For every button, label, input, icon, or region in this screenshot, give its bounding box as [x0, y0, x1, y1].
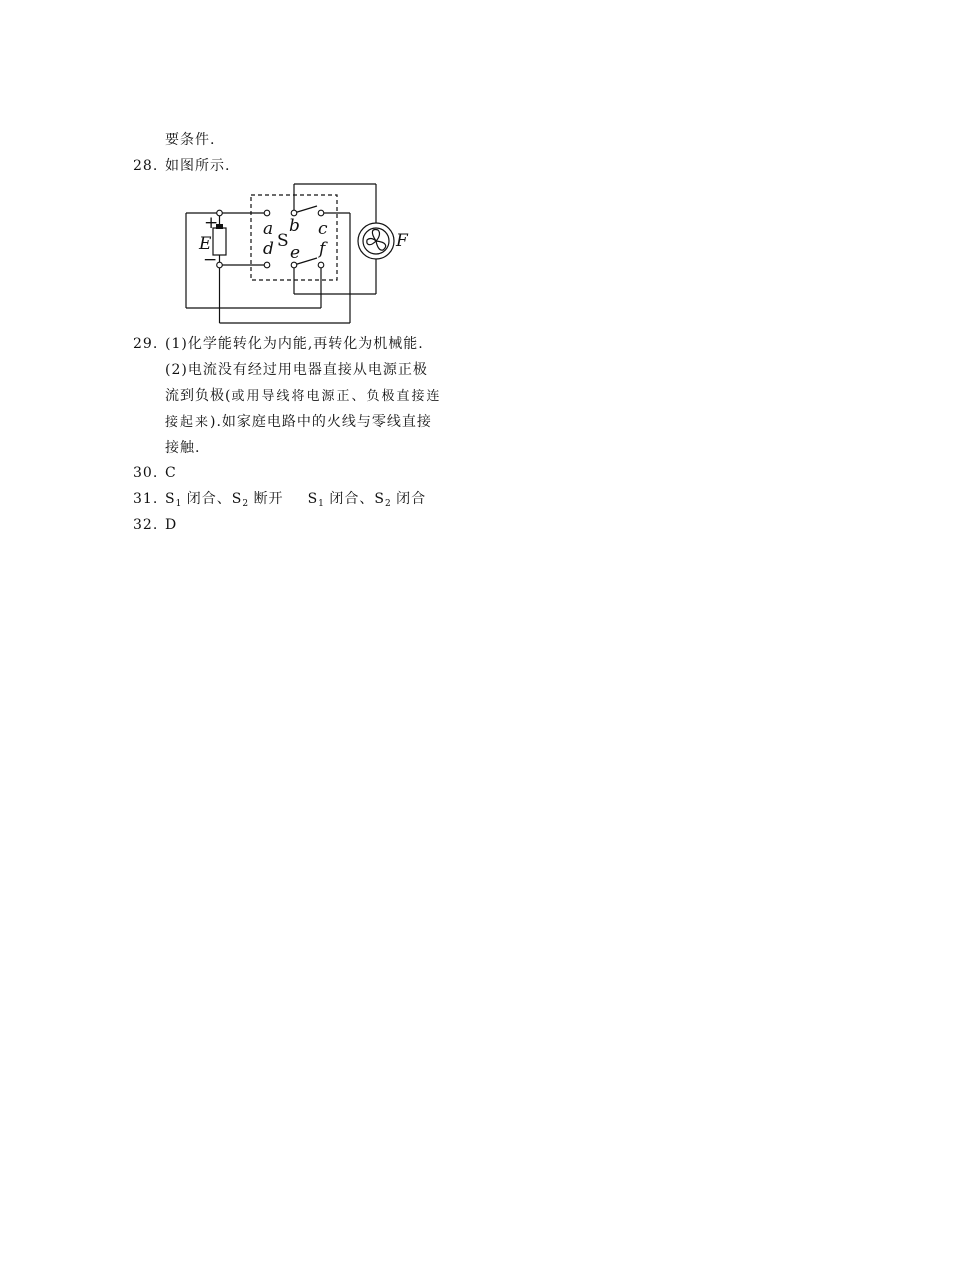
label-b: b	[289, 216, 300, 236]
question-number: 28.	[133, 158, 159, 174]
switch-s2-label: S	[374, 491, 385, 507]
label-minus: −	[203, 250, 218, 270]
text-span: 或用导线将电源正、负极直接连	[231, 389, 442, 404]
label-d: d	[263, 239, 274, 259]
subscript: 2	[384, 499, 391, 509]
answer-29-line-5: 接触.	[165, 440, 201, 456]
answer-part-1: (1)化学能转化为内能,再转化为机械能.	[165, 336, 424, 352]
terminal-f	[318, 262, 324, 268]
question-28	[133, 157, 230, 175]
question-29	[133, 335, 424, 353]
answer: D	[165, 517, 178, 533]
question-32	[133, 516, 177, 534]
question-text: 如图所示.	[165, 158, 231, 174]
text-span: 接起来	[165, 415, 211, 430]
text-span: ).如家庭电路中的火线与零线直接	[210, 414, 432, 430]
state-text: 闭合	[396, 491, 427, 507]
label-c: c	[318, 219, 328, 239]
question-number: 30.	[133, 465, 159, 481]
answer-29-line-2: (2)电流没有经过用电器直接从电源正极	[165, 362, 428, 378]
switch-s1-label: S	[307, 491, 319, 507]
terminal-c	[318, 210, 324, 216]
label-E: E	[199, 234, 212, 254]
terminal-b	[291, 210, 297, 216]
label-F: F	[396, 231, 408, 251]
subscript: 2	[242, 499, 249, 509]
state-text: 闭合、	[186, 491, 232, 507]
terminal-e	[291, 262, 297, 268]
continuation-text: 要条件.	[165, 132, 216, 148]
answer-29-line-3	[165, 387, 441, 406]
switch-s1-label: S	[165, 491, 176, 507]
subscript: 1	[175, 499, 182, 509]
question-number: 32.	[133, 517, 159, 533]
question-31	[133, 490, 426, 513]
question-number: 29.	[133, 336, 159, 352]
question-30	[133, 464, 177, 482]
label-plus: +	[204, 213, 219, 233]
terminal-d	[264, 262, 270, 268]
question-number: 31.	[133, 491, 159, 507]
state-text: 断开	[253, 491, 284, 507]
label-a: a	[263, 219, 274, 239]
subscript: 1	[318, 499, 324, 509]
label-f: f	[319, 239, 326, 259]
label-S: S	[277, 231, 289, 251]
state-text: 闭合、	[329, 491, 375, 507]
switch-s2-label: S	[231, 491, 243, 507]
terminal-a	[264, 210, 270, 216]
answer: C	[165, 465, 177, 481]
answer-29-line-4	[165, 413, 432, 432]
text-span: 流到负极(	[165, 388, 232, 404]
circuit-diagram	[182, 180, 412, 330]
label-e: e	[290, 243, 301, 263]
